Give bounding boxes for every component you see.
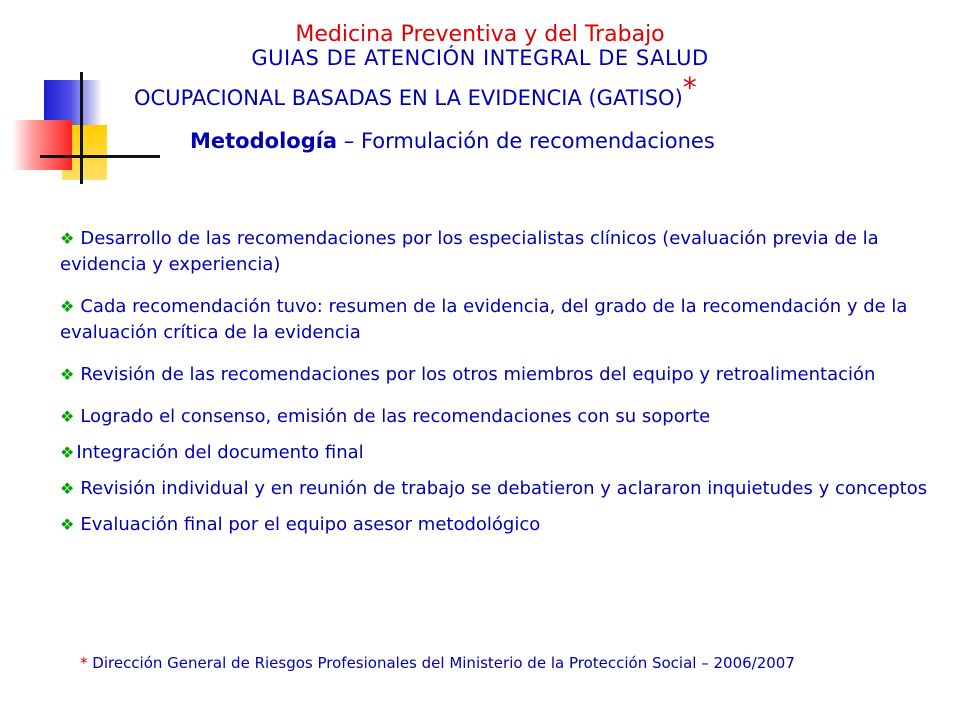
bullet-text: Revisión individual y en reunión de trabajo se debatieron y aclararon inquietudes y conceptos: [80, 478, 928, 499]
horizontal-line: [40, 155, 160, 158]
slide-subtitle: [190, 128, 715, 154]
footnote: [80, 653, 940, 673]
list-item: [60, 512, 940, 538]
title-asterisk: *: [682, 71, 697, 104]
title-line-2: GUIAS DE ATENCIÓN INTEGRAL DE SALUD: [251, 46, 709, 70]
subtitle-bold: Metodología: [190, 129, 338, 153]
title-line-3: [134, 71, 697, 111]
bullet-text: Integración del documento final: [76, 442, 364, 463]
diamond-bullet-icon: ❖: [60, 365, 75, 384]
red-block: [12, 120, 72, 170]
footnote-asterisk: *: [80, 654, 88, 672]
list-item: [60, 362, 940, 388]
subtitle-separator: –: [337, 129, 361, 153]
diamond-bullet-icon: ❖: [60, 297, 75, 316]
bullet-text: Revisión de las recomendaciones por los otros miembros del equipo y retroalimentación: [80, 364, 876, 385]
bullet-text: Logrado el consenso, emisión de las recomendaciones con su soporte: [80, 406, 711, 427]
title-line-3-text: OCUPACIONAL BASADAS EN LA EVIDENCIA (GATISO): [134, 86, 683, 110]
diamond-bullet-icon: ❖: [60, 515, 75, 534]
list-item: [60, 440, 940, 466]
list-item: [60, 404, 940, 430]
list-item: [60, 226, 940, 278]
diamond-bullet-icon: ❖: [60, 479, 75, 498]
vertical-line: [80, 72, 83, 184]
subtitle-rest: Formulación de recomendaciones: [360, 129, 715, 153]
diamond-bullet-icon: ❖: [60, 443, 75, 462]
bullet-list: [60, 226, 940, 554]
bullet-text: Cada recomendación tuvo: resumen de la evidencia, del grado de la recomendación y de la evaluación crítica de la evidencia: [60, 296, 908, 343]
bullet-text: Desarrollo de las recomendaciones por los especialistas clínicos (evaluación previa de la evidencia y experiencia): [60, 228, 879, 275]
list-item: [60, 476, 940, 502]
diamond-bullet-icon: ❖: [60, 407, 75, 426]
list-item: [60, 294, 940, 346]
diamond-bullet-icon: ❖: [60, 229, 75, 248]
bullet-text: Evaluación final por el equipo asesor metodológico: [80, 514, 541, 535]
title-line-1: Medicina Preventiva y del Trabajo: [295, 22, 665, 47]
footnote-text: Dirección General de Riesgos Profesionales del Ministerio de la Protección Social – 2006/2007: [92, 654, 795, 672]
